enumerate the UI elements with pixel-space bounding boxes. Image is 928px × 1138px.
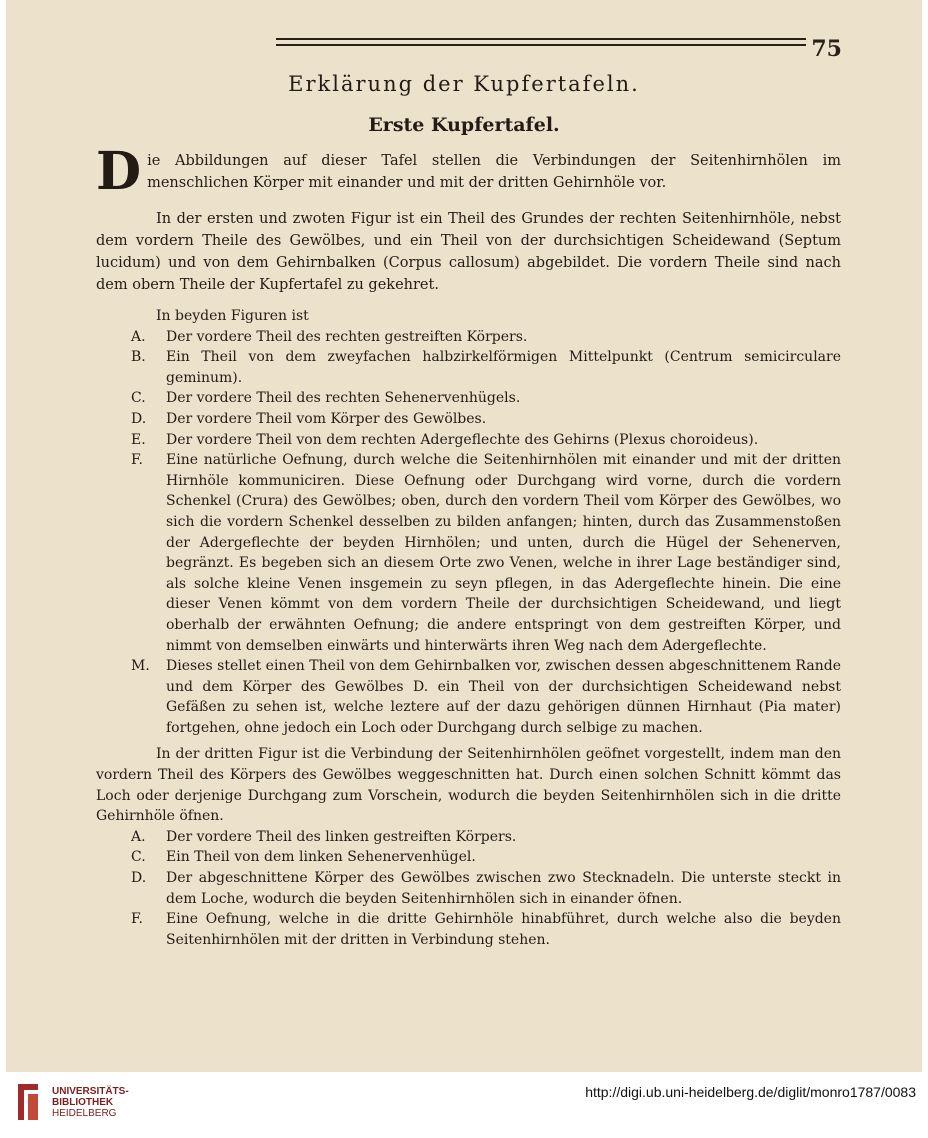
legend-item: C. Ein Theil von dem linken Sehenervenhügel. xyxy=(131,849,476,866)
intro-paragraph xyxy=(96,141,841,202)
legend-item: D. Der vordere Theil vom Körper des Gewölbes. xyxy=(131,410,487,427)
legend-item: F. Eine natürliche Oefnung, durch welche die Seitenhirnhölen mit einander und mit der dritten Hirnhöle kommuniciren. Diese Oefnung oder Durchgang wird vorne, durch die vordern Schenkel (Crura) des Gewölbes; oben, durch den vordern Theil vom Körper des Gewölbes, wo sich die vordern Schenkel desselben zu bilden anfangen; hinten, durch das Zusammenstoßen der Adergeflechte der beyden Hirnhölen; und unten, durch die Hügel der Sehenerven, begränzt. Es begeben sich an diesem Orte zwo Venen, welche in ihrer Lage beständiger sind, als solche kleine Venen insgemein zu seyn pflegen, in das Adergeflechte hinein. Die eine dieser Venen kömmt von dem vordern Theile der durchsichtigen Scheidewand, und liegt oberhalb der erwähnten Oefnung; die andere entspringt von dem gestreiften Körper, und nimmt von demselben einwärts und hinterwärts ihren Weg nach dem Adergeflechte. xyxy=(131,452,841,654)
legend-item: E. Der vordere Theil von dem rechten Adergeflechte des Gehirns (Plexus choroideus). xyxy=(131,431,759,448)
logo-line-1: UNIVERSITÄTS- xyxy=(52,1086,129,1097)
top-rule xyxy=(276,38,806,40)
footer-bar xyxy=(0,1074,928,1138)
legend-item: A. Der vordere Theil des rechten gestreiften Körpers. xyxy=(131,328,528,345)
top-rule-2 xyxy=(276,44,806,46)
page-number: 75 xyxy=(811,36,842,62)
legend-item: C. Der vordere Theil des rechten Sehenervenhügels. xyxy=(131,390,521,407)
legend-item: M. Dieses stellet einen Theil von dem Gehirnbalken vor, zwischen dessen abgeschnittenem Rande und dem Körper des Gewölbes D. ein Theil von der durchsichtigen Scheidewand nebst Gefäßen zu sehen ist, welche leztere auf der dazu gehörigen dünnen Hirnhaut (Pia mater) fortgehen, ohne jedoch ein Loch oder Durchgang durch selbige zu machen. xyxy=(131,658,841,736)
in-both-figures: In beyden Figuren ist xyxy=(156,308,309,324)
page-heading: Erklärung der Kupfertafeln. xyxy=(288,72,640,96)
legend-item: A. Der vordere Theil des linken gestreiften Körpers. xyxy=(131,828,517,845)
library-name xyxy=(52,1086,129,1119)
legend-item: F. Eine Oefnung, welche in die dritte Gehirnhöle hinabführet, durch welche also die beyden Seitenhirnhölen mit der dritten in Verbindung stehen. xyxy=(131,911,841,948)
library-logo-icon xyxy=(12,1080,42,1124)
legend-item: D. Der abgeschnittene Körper des Gewölbes zwischen zwo Stecknadeln. Die unterste steckt in dem Loche, wodurch die beyden Seitenhirnhölen sich in einander öfnen. xyxy=(131,870,841,907)
scanned-page xyxy=(6,0,922,1072)
paragraph-third-figure: In der dritten Figur ist die Verbindung der Seitenhirnhölen geöfnet vorgestellt, indem man den vordern Theil des Körpers des Gewölbes weggeschnitten hat. Durch einen solchen Schnitt kömmt das Loch oder derjenige Durchgang zum Vorschein, wodurch die beyden Seitenhirnhölen sich in die dritte Gehirnhöle öfnen. xyxy=(96,746,841,825)
intro-text: ie Abbildungen auf dieser Tafel stellen die Verbindungen der Seitenhirnhölen im menschlichen Körper mit einander und mit der dritten Gehirnhöle vor. xyxy=(147,153,841,191)
drop-cap: D xyxy=(96,141,142,202)
page-subheading: Erste Kupfertafel. xyxy=(368,114,560,136)
body-text xyxy=(96,141,841,950)
items-third xyxy=(96,827,841,951)
paragraph-first-second-figure: In der ersten und zwoten Figur ist ein Theil des Grundes der rechten Seitenhirnhöle, nebst dem vordern Theile des Gewölbes, und ein Theil von der durchsichtigen Scheidewand (Septum lucidum) und von dem Gehirnbalken (Corpus callosum) abgebildet. Die vordern Theile sind nach dem obern Theile der Kupfertafel zu gekehret. xyxy=(96,211,841,293)
items-first-second xyxy=(96,327,841,739)
logo-line-3: HEIDELBERG xyxy=(52,1108,117,1119)
logo-line-2: BIBLIOTHEK xyxy=(52,1097,114,1108)
source-url[interactable]: http://digi.ub.uni-heidelberg.de/diglit/monro1787/0083 xyxy=(585,1084,916,1100)
legend-item: B. Ein Theil von dem zweyfachen halbzirkelförmigen Mittelpunkt (Centrum semicirculare geminum). xyxy=(131,349,841,386)
